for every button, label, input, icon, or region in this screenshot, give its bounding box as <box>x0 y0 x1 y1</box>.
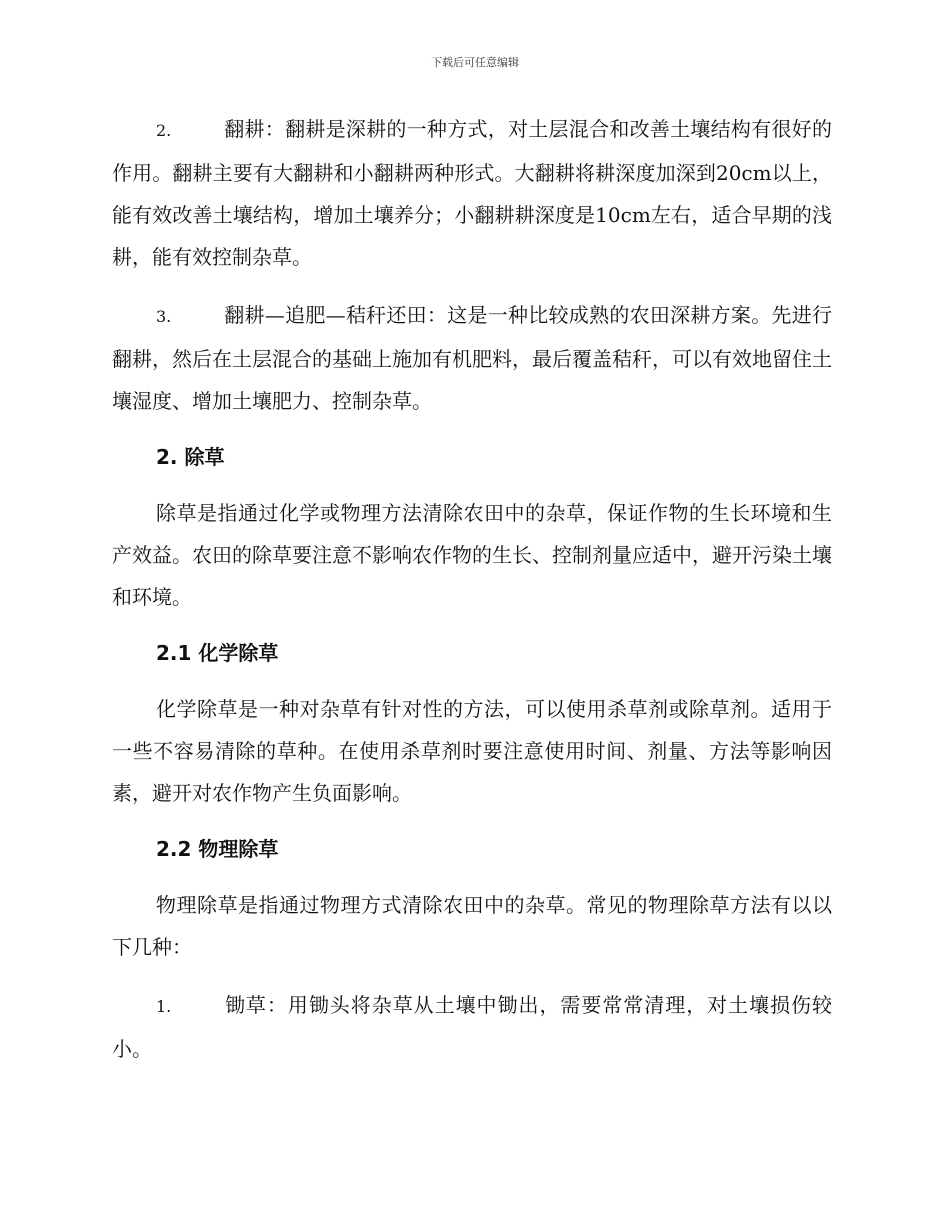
list-text: 锄草：用锄头将杂草从土壤中锄出，需要常常清理，对土壤损伤较小。 <box>112 993 832 1061</box>
list-number: 2. <box>156 121 172 140</box>
paragraph-weeding: 除草是指通过化学或物理方法清除农田中的杂草，保证作物的生长环境和生产效益。农田的除草要注意不影响农作物的生长、控制剂量应适中，避开污染土壤和环境。 <box>112 501 832 609</box>
list-item <box>112 108 832 278</box>
list-number: 1. <box>156 997 172 1016</box>
list-text: 翻耕：翻耕是深耕的一种方式，对土层混合和改善土壤结构有很好的作用。翻耕主要有大翻耕和小翻耕两种形式。大翻耕将耕深度加深到20cm以上，能有效改善土壤结构，增加土壤养分；小翻耕耕深度是10cm左右，适合早期的浅耕，能有效控制杂草。 <box>112 117 832 269</box>
paragraph-chemical: 化学除草是一种对杂草有针对性的方法，可以使用杀草剂或除草剂。适用于一些不容易清除的草种。在使用杀草剂时要注意使用时间、剂量、方法等影响因素，避开对农作物产生负面影响。 <box>112 697 832 805</box>
list-item <box>112 984 832 1070</box>
paragraph-physical: 物理除草是指通过物理方式清除农田中的杂草。常见的物理除草方法有以以下几种： <box>112 893 832 959</box>
section-heading-physical: 2.2 物理除草 <box>156 837 279 861</box>
document-body <box>112 108 832 1086</box>
list-number: 3. <box>156 307 172 326</box>
section-heading-chemical: 2.1 化学除草 <box>156 641 279 665</box>
list-item <box>112 294 832 422</box>
list-text: 翻耕—追肥—秸秆还田：这是一种比较成熟的农田深耕方案。先进行翻耕，然后在土层混合的基础上施加有机肥料，最后覆盖秸秆，可以有效地留住土壤湿度、增加土壤肥力、控制杂草。 <box>112 303 832 413</box>
section-heading-weeding: 2. 除草 <box>156 445 225 469</box>
page-header: 下载后可任意编辑 <box>431 56 519 69</box>
